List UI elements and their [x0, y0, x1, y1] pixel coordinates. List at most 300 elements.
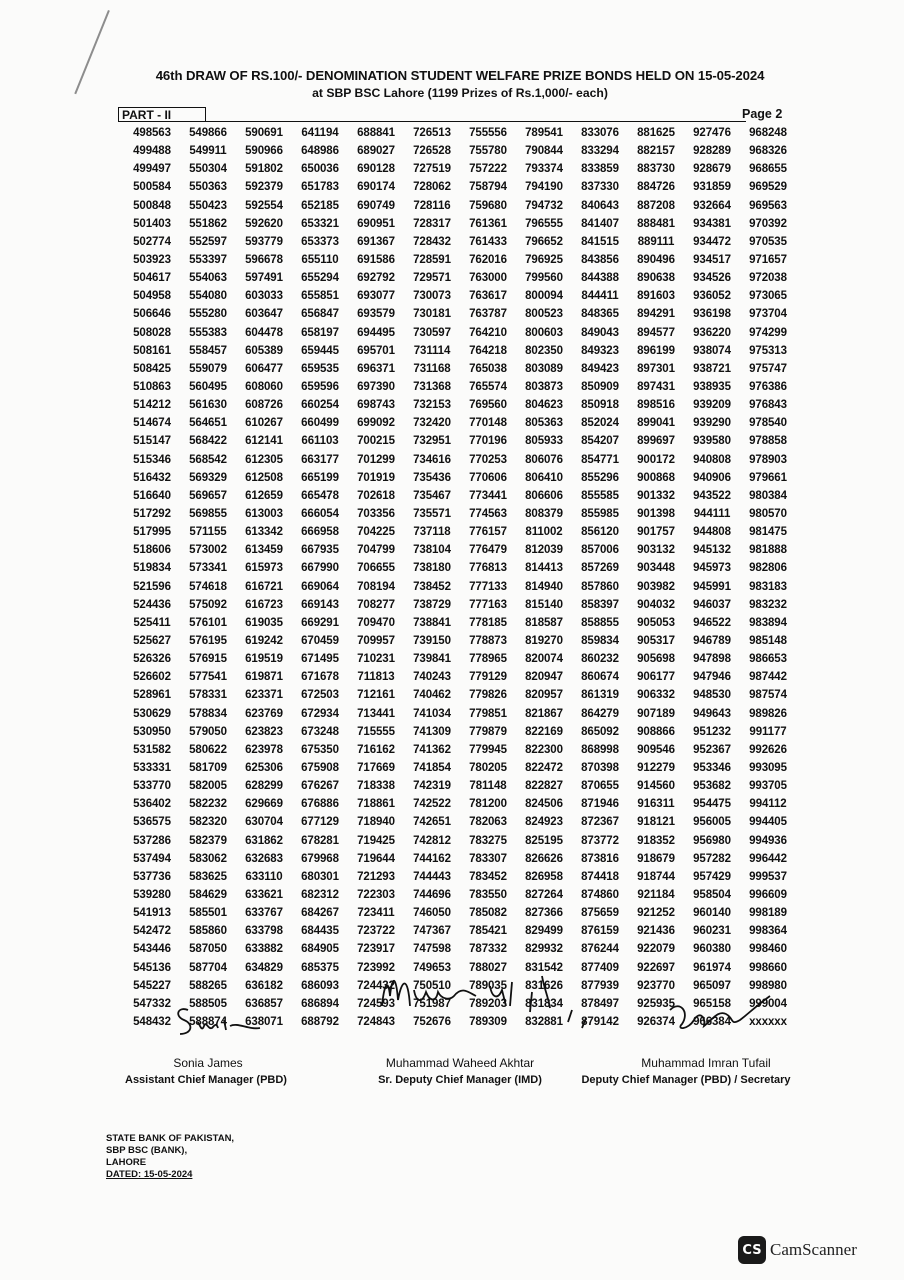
- bond-number-cell: 741362: [413, 743, 451, 756]
- bond-number-cell: 506646: [133, 308, 171, 321]
- bond-number-cell: 669291: [301, 616, 339, 629]
- bond-number-cell: 877939: [581, 979, 619, 992]
- bond-number-cell: 596678: [245, 254, 283, 267]
- bond-number-cell: 757222: [469, 163, 507, 176]
- table-row: [124, 360, 796, 378]
- bond-number-cell: 739150: [413, 635, 451, 647]
- bond-number-cell: 947898: [693, 653, 731, 666]
- bond-number-cell: 732951: [413, 435, 451, 448]
- bond-number-cell: 855296: [581, 471, 619, 484]
- bond-number-cell: 787332: [469, 943, 507, 956]
- bond-number-cell: 776813: [469, 562, 507, 575]
- bond-number-cell: 996609: [749, 888, 787, 901]
- bond-number-cell: 777133: [469, 580, 507, 593]
- bond-number-cell: 796555: [525, 217, 563, 230]
- bond-number-cell: 909546: [637, 743, 675, 756]
- bond-number-cell: 660254: [301, 399, 339, 412]
- bond-number-cell: 763000: [469, 272, 507, 285]
- bond-number-cell: 989826: [749, 707, 787, 720]
- bond-number-cell: 779826: [469, 689, 507, 702]
- bond-number-cell: 794190: [525, 181, 563, 194]
- bond-number-cell: 947946: [693, 671, 731, 684]
- bond-number-cell: 803873: [525, 381, 563, 394]
- bond-number-cell: 517292: [133, 508, 171, 521]
- bond-number-cell: 973704: [749, 308, 787, 321]
- table-row: [124, 142, 796, 160]
- bond-number-cell: 721293: [357, 870, 395, 883]
- bond-number-cell: 782063: [469, 816, 507, 829]
- bond-number-cell: 936198: [693, 308, 731, 321]
- bond-number-cell: 992626: [749, 743, 787, 756]
- bond-number-cell: 822300: [525, 743, 563, 756]
- bond-number-cell: 783275: [469, 834, 507, 847]
- bond-number-cell: 905317: [637, 635, 675, 647]
- bond-number-cell: 788027: [469, 961, 507, 974]
- bond-number-cell: 675908: [301, 761, 339, 774]
- bond-number-cell: 731114: [413, 344, 451, 357]
- bond-number-cell: 864279: [581, 707, 619, 720]
- bond-number-cell: 960140: [693, 907, 731, 920]
- bond-number-cell: 671678: [301, 671, 339, 684]
- bond-number-cell: 591802: [245, 163, 283, 176]
- bond-number-cell: 896199: [637, 344, 675, 357]
- bond-number-cell: 770253: [469, 453, 507, 466]
- bond-number-cell: 613003: [245, 508, 283, 521]
- bond-number-cell: 691367: [357, 235, 395, 248]
- bond-number-cell: 530950: [133, 725, 171, 738]
- table-row: [124, 215, 796, 233]
- bond-number-cell: 812039: [525, 544, 563, 557]
- bond-number-cell: 803089: [525, 362, 563, 375]
- bond-number-cell: 676267: [301, 780, 339, 793]
- bond-number-cell: 931859: [693, 181, 731, 194]
- bond-number-cell: 936052: [693, 290, 731, 303]
- bond-number-cell: 702618: [357, 489, 395, 502]
- bond-number-cell: 524436: [133, 598, 171, 611]
- bond-number-cell: 841407: [581, 217, 619, 230]
- bond-number-cell: 539280: [133, 888, 171, 901]
- bond-number-cell: 946037: [693, 598, 731, 611]
- bond-number-cell: 906332: [637, 689, 675, 702]
- bond-number-cell: 887208: [637, 199, 675, 212]
- table-row: [124, 578, 796, 596]
- bond-number-cell: 661103: [301, 435, 339, 448]
- bond-number-cell: 526602: [133, 671, 171, 684]
- bond-number-cell: 908866: [637, 725, 675, 738]
- bond-number-cell: 655851: [301, 290, 339, 303]
- bond-number-cell: 855585: [581, 489, 619, 502]
- bond-number-cell: 613459: [245, 544, 283, 557]
- bond-number-cell: 718940: [357, 816, 395, 829]
- bond-number-cell: 723411: [357, 907, 395, 920]
- bond-number-cell: 833859: [581, 163, 619, 176]
- bond-number-cell: 765574: [469, 381, 507, 394]
- bond-number-cell: 829932: [525, 943, 563, 956]
- bond-number-cell: 569329: [189, 471, 227, 484]
- bond-number-cell: 999004: [749, 997, 787, 1010]
- bond-number-cell: 873772: [581, 834, 619, 847]
- bond-number-cell: 536575: [133, 816, 171, 829]
- bond-number-cell: 632683: [245, 852, 283, 865]
- bond-number-cell: 980384: [749, 489, 787, 502]
- bond-number-cell: 998189: [749, 907, 787, 920]
- bond-number-cell: 928679: [693, 163, 731, 176]
- bond-number-cell: 884726: [637, 181, 675, 194]
- bond-number-cell: 783307: [469, 852, 507, 865]
- bond-number-cell: 752676: [413, 1015, 451, 1028]
- bond-number-cell: 822169: [525, 725, 563, 738]
- bond-number-cell: 793374: [525, 163, 563, 176]
- bond-number-cell: 785082: [469, 907, 507, 920]
- bond-number-cell: 542472: [133, 925, 171, 938]
- bond-number-cell: 709470: [357, 616, 395, 629]
- bond-number-cell: 587050: [189, 943, 227, 956]
- part-label: PART - II: [118, 107, 206, 122]
- bond-number-cell: 508161: [133, 344, 171, 357]
- bond-number-cell: 934517: [693, 254, 731, 267]
- bond-number-cell: 858855: [581, 616, 619, 629]
- bond-number-cell: 878497: [581, 997, 619, 1010]
- bond-number-cell: 735467: [413, 489, 451, 502]
- bond-number-cell: 723917: [357, 943, 395, 956]
- bond-number-cell: 677129: [301, 816, 339, 829]
- bond-number-cell: 724593: [357, 997, 395, 1010]
- bond-number-cell: 960231: [693, 925, 731, 938]
- signature-block: [0, 960, 904, 1100]
- bond-number-cell: 987442: [749, 671, 787, 684]
- bond-number-cell: 679968: [301, 852, 339, 865]
- bond-number-cell: 575092: [189, 598, 227, 611]
- bond-number-cell: 693579: [357, 308, 395, 321]
- bond-number-cell: 735571: [413, 508, 451, 521]
- bond-number-cell: 569657: [189, 489, 227, 502]
- bond-number-cell: 623371: [245, 689, 283, 702]
- bond-number-cell: 518606: [133, 544, 171, 557]
- bond-number-cell: 530629: [133, 707, 171, 720]
- bond-number-cell: 916311: [637, 798, 675, 811]
- bond-number-cell: 712161: [357, 689, 395, 702]
- bond-number-cell: 918121: [637, 816, 675, 829]
- bond-number-cell: 865092: [581, 725, 619, 738]
- bond-number-cell: 888481: [637, 217, 675, 230]
- bond-number-cell: 993705: [749, 780, 787, 793]
- bond-number-cell: 619242: [245, 635, 283, 647]
- bond-number-cell: 584629: [189, 888, 227, 901]
- bond-number-cell: 564651: [189, 417, 227, 430]
- table-row: [124, 197, 796, 215]
- bond-number-cell: 738452: [413, 580, 451, 593]
- bond-number-cell: 549866: [189, 127, 227, 140]
- bond-number-cell: 764218: [469, 344, 507, 357]
- bond-number-cell: xxxxxx: [749, 1015, 787, 1028]
- bond-number-cell: 576915: [189, 653, 227, 666]
- bond-number-cell: 870655: [581, 780, 619, 793]
- bond-number-cell: 558457: [189, 344, 227, 357]
- bond-number-cell: 583625: [189, 870, 227, 883]
- bond-number-cell: 874418: [581, 870, 619, 883]
- bond-number-cell: 901757: [637, 526, 675, 539]
- bond-number-cell: 987574: [749, 689, 787, 702]
- bond-number-cell: 629669: [245, 798, 283, 811]
- bond-number-cell: 874860: [581, 888, 619, 901]
- issuer-line-2: SBP BSC (BANK),: [106, 1145, 188, 1156]
- table-row: [124, 668, 796, 686]
- bond-number-cell: 704225: [357, 526, 395, 539]
- bond-number-cell: 852024: [581, 417, 619, 430]
- bond-number-cell: 781148: [469, 780, 507, 793]
- bond-number-cell: 525411: [133, 616, 171, 629]
- bond-number-cell: 789309: [469, 1015, 507, 1028]
- bond-number-cell: 514212: [133, 399, 171, 412]
- bond-number-cell: 820947: [525, 671, 563, 684]
- bond-number-cell: 608726: [245, 399, 283, 412]
- bond-number-cell: 934526: [693, 272, 731, 285]
- bond-number-cell: 972038: [749, 272, 787, 285]
- bond-number-cell: 779879: [469, 725, 507, 738]
- bond-number-cell: 800523: [525, 308, 563, 321]
- bond-number-cell: 789541: [525, 127, 563, 140]
- bond-number-cell: 568542: [189, 453, 227, 466]
- bond-number-cell: 899697: [637, 435, 675, 448]
- bond-number-cell: 938721: [693, 362, 731, 375]
- bond-number-cell: 805363: [525, 417, 563, 430]
- bond-number-cell: 537736: [133, 870, 171, 883]
- table-row: [124, 414, 796, 432]
- table-row: [124, 251, 796, 269]
- bond-number-cell: 973065: [749, 290, 787, 303]
- bond-number-cell: 761433: [469, 235, 507, 248]
- bond-number-cell: 953682: [693, 780, 731, 793]
- bond-number-cell: 755780: [469, 145, 507, 158]
- bond-number-cell: 993095: [749, 761, 787, 774]
- bond-number-cell: 932664: [693, 199, 731, 212]
- table-row: [124, 886, 796, 904]
- bond-number-cell: 670459: [301, 635, 339, 647]
- bond-number-cell: 789203: [469, 997, 507, 1010]
- bond-number-cell: 958504: [693, 888, 731, 901]
- bond-number-cell: 979661: [749, 471, 787, 484]
- bond-number-cell: 514674: [133, 417, 171, 430]
- bond-number-cell: 641194: [301, 127, 339, 140]
- bond-number-cell: 592620: [245, 217, 283, 230]
- bond-number-cell: 779945: [469, 743, 507, 756]
- bond-number-cell: 872367: [581, 816, 619, 829]
- bond-number-cell: 811002: [525, 526, 563, 539]
- bond-number-cell: 636182: [245, 979, 283, 992]
- table-row: [124, 940, 796, 958]
- bond-number-cell: 738180: [413, 562, 451, 575]
- bond-number-cell: 965097: [693, 979, 731, 992]
- bond-number-cell: 976843: [749, 399, 787, 412]
- table-row: [124, 904, 796, 922]
- bond-number-cell: 850909: [581, 381, 619, 394]
- bond-number-cell: 732153: [413, 399, 451, 412]
- bond-number-cell: 659596: [301, 381, 339, 394]
- bond-number-cell: 592554: [245, 199, 283, 212]
- bond-number-cell: 969563: [749, 199, 787, 212]
- bond-number-cell: 966384: [693, 1015, 731, 1028]
- bond-number-cell: 730073: [413, 290, 451, 303]
- bond-number-cell: 808379: [525, 508, 563, 521]
- bond-number-cell: 978858: [749, 435, 787, 448]
- bond-number-cell: 826626: [525, 852, 563, 865]
- bond-number-cell: 882157: [637, 145, 675, 158]
- bond-number-cell: 778965: [469, 653, 507, 666]
- bond-number-cell: 718338: [357, 780, 395, 793]
- bond-number-cell: 703356: [357, 508, 395, 521]
- bond-number-cell: 691586: [357, 254, 395, 267]
- bond-number-cell: 633110: [245, 870, 283, 883]
- bond-number-cell: 971657: [749, 254, 787, 267]
- table-row: [124, 632, 796, 650]
- bond-number-cell: 824506: [525, 798, 563, 811]
- bond-number-cell: 900172: [637, 453, 675, 466]
- bond-number-cell: 969529: [749, 181, 787, 194]
- bond-number-cell: 904032: [637, 598, 675, 611]
- bond-number-cell: 550304: [189, 163, 227, 176]
- bond-number-cell: 633621: [245, 888, 283, 901]
- bond-number-cell: 780205: [469, 761, 507, 774]
- bond-number-cell: 701919: [357, 471, 395, 484]
- bond-number-cell: 719425: [357, 834, 395, 847]
- bond-number-cell: 502774: [133, 235, 171, 248]
- bond-number-cell: 560495: [189, 381, 227, 394]
- table-row: [124, 342, 796, 360]
- bond-number-cell: 708194: [357, 580, 395, 593]
- bond-number-cell: 790844: [525, 145, 563, 158]
- bond-number-cell: 939580: [693, 435, 731, 448]
- bond-number-cell: 669064: [301, 580, 339, 593]
- bond-number-cell: 854207: [581, 435, 619, 448]
- bond-number-cell: 998660: [749, 961, 787, 974]
- bond-number-cell: 686093: [301, 979, 339, 992]
- bond-number-cell: 841515: [581, 235, 619, 248]
- bond-number-cell: 697390: [357, 381, 395, 394]
- bond-number-cell: 729571: [413, 272, 451, 285]
- bond-number-cell: 814413: [525, 562, 563, 575]
- bond-number-cell: 802350: [525, 344, 563, 357]
- signatory-title-2: Sr. Deputy Chief Manager (IMD): [378, 1074, 542, 1086]
- bond-number-cell: 868998: [581, 743, 619, 756]
- bond-number-cell: 898516: [637, 399, 675, 412]
- bond-number-cell: 684905: [301, 943, 339, 956]
- bond-number-cell: 613342: [245, 526, 283, 539]
- bond-number-cell: 588505: [189, 997, 227, 1010]
- bond-number-cell: 658197: [301, 326, 339, 339]
- table-row: [124, 523, 796, 541]
- table-row: [124, 850, 796, 868]
- bond-number-cell: 873816: [581, 852, 619, 865]
- bond-number-cell: 551862: [189, 217, 227, 230]
- issuer-line-1: STATE BANK OF PAKISTAN,: [106, 1133, 235, 1144]
- bond-number-cell: 806076: [525, 453, 563, 466]
- bond-number-cell: 900868: [637, 471, 675, 484]
- bond-number-cell: 826958: [525, 870, 563, 883]
- bond-number-cell: 568422: [189, 435, 227, 448]
- bond-number-cell: 680301: [301, 870, 339, 883]
- table-row: [124, 287, 796, 305]
- issuer-address: [106, 1133, 234, 1181]
- bond-number-cell: 633767: [245, 907, 283, 920]
- bond-number-cell: 957282: [693, 852, 731, 865]
- bond-number-cell: 894577: [637, 326, 675, 339]
- bond-number-cell: 965158: [693, 997, 731, 1010]
- bond-number-cell: 954475: [693, 798, 731, 811]
- bond-number-cell: 684267: [301, 907, 339, 920]
- bond-number-cell: 890496: [637, 254, 675, 267]
- bond-number-cell: 777163: [469, 598, 507, 611]
- bond-number-cell: 922079: [637, 943, 675, 956]
- bond-number-cell: 871946: [581, 798, 619, 811]
- bond-number-cell: 531582: [133, 743, 171, 756]
- bond-number-cell: 710231: [357, 653, 395, 666]
- bond-number-cell: 978903: [749, 453, 787, 466]
- bond-number-cell: 926374: [637, 1015, 675, 1028]
- bond-number-cell: 750510: [413, 979, 451, 992]
- bond-number-cell: 711813: [357, 671, 395, 684]
- bond-number-cell: 849423: [581, 362, 619, 375]
- bond-number-cell: 859834: [581, 635, 619, 647]
- table-row: [124, 178, 796, 196]
- bond-number-cell: 985148: [749, 635, 787, 647]
- bond-number-cell: 517995: [133, 526, 171, 539]
- bond-number-cell: 923770: [637, 979, 675, 992]
- table-row: [124, 868, 796, 886]
- bond-number-cell: 619519: [245, 653, 283, 666]
- bond-number-cell: 555383: [189, 326, 227, 339]
- bond-number-cell: 583062: [189, 852, 227, 865]
- bond-number-cell: 723992: [357, 961, 395, 974]
- bond-number-cell: 857269: [581, 562, 619, 575]
- bond-number-cell: 633798: [245, 925, 283, 938]
- camscanner-watermark: [738, 1236, 857, 1264]
- bond-number-cell: 651783: [301, 181, 339, 194]
- bond-number-cell: 975747: [749, 362, 787, 375]
- bond-number-cell: 848365: [581, 308, 619, 321]
- bond-number-cell: 879142: [581, 1015, 619, 1028]
- bond-number-cell: 692792: [357, 272, 395, 285]
- table-row: [124, 541, 796, 559]
- bond-number-cell: 877409: [581, 961, 619, 974]
- bond-number-cell: 805933: [525, 435, 563, 448]
- bond-number-cell: 716162: [357, 743, 395, 756]
- bond-number-cell: 943522: [693, 489, 731, 502]
- bond-number-cell: 991177: [749, 725, 787, 738]
- bond-number-cell: 515147: [133, 435, 171, 448]
- bond-number-cell: 970392: [749, 217, 787, 230]
- bond-number-cell: 831834: [525, 997, 563, 1010]
- bond-number-cell: 856120: [581, 526, 619, 539]
- bond-number-cell: 744443: [413, 870, 451, 883]
- bond-number-cell: 785421: [469, 925, 507, 938]
- bond-number-cell: 633882: [245, 943, 283, 956]
- bond-number-cell: 983183: [749, 580, 787, 593]
- bond-number-cell: 827366: [525, 907, 563, 920]
- bond-number-cell: 700215: [357, 435, 395, 448]
- table-row: [124, 124, 796, 142]
- bond-number-cell: 574618: [189, 580, 227, 593]
- bond-number-cell: 569855: [189, 508, 227, 521]
- bond-number-cell: 918744: [637, 870, 675, 883]
- bond-number-cell: 553397: [189, 254, 227, 267]
- table-row: [124, 160, 796, 178]
- bond-number-cell: 728591: [413, 254, 451, 267]
- bond-number-cell: 875659: [581, 907, 619, 920]
- bond-number-cell: 554063: [189, 272, 227, 285]
- signature-waheed-akhtar: [372, 966, 612, 1036]
- bond-number-cell: 623823: [245, 725, 283, 738]
- bond-number-cell: 999537: [749, 870, 787, 883]
